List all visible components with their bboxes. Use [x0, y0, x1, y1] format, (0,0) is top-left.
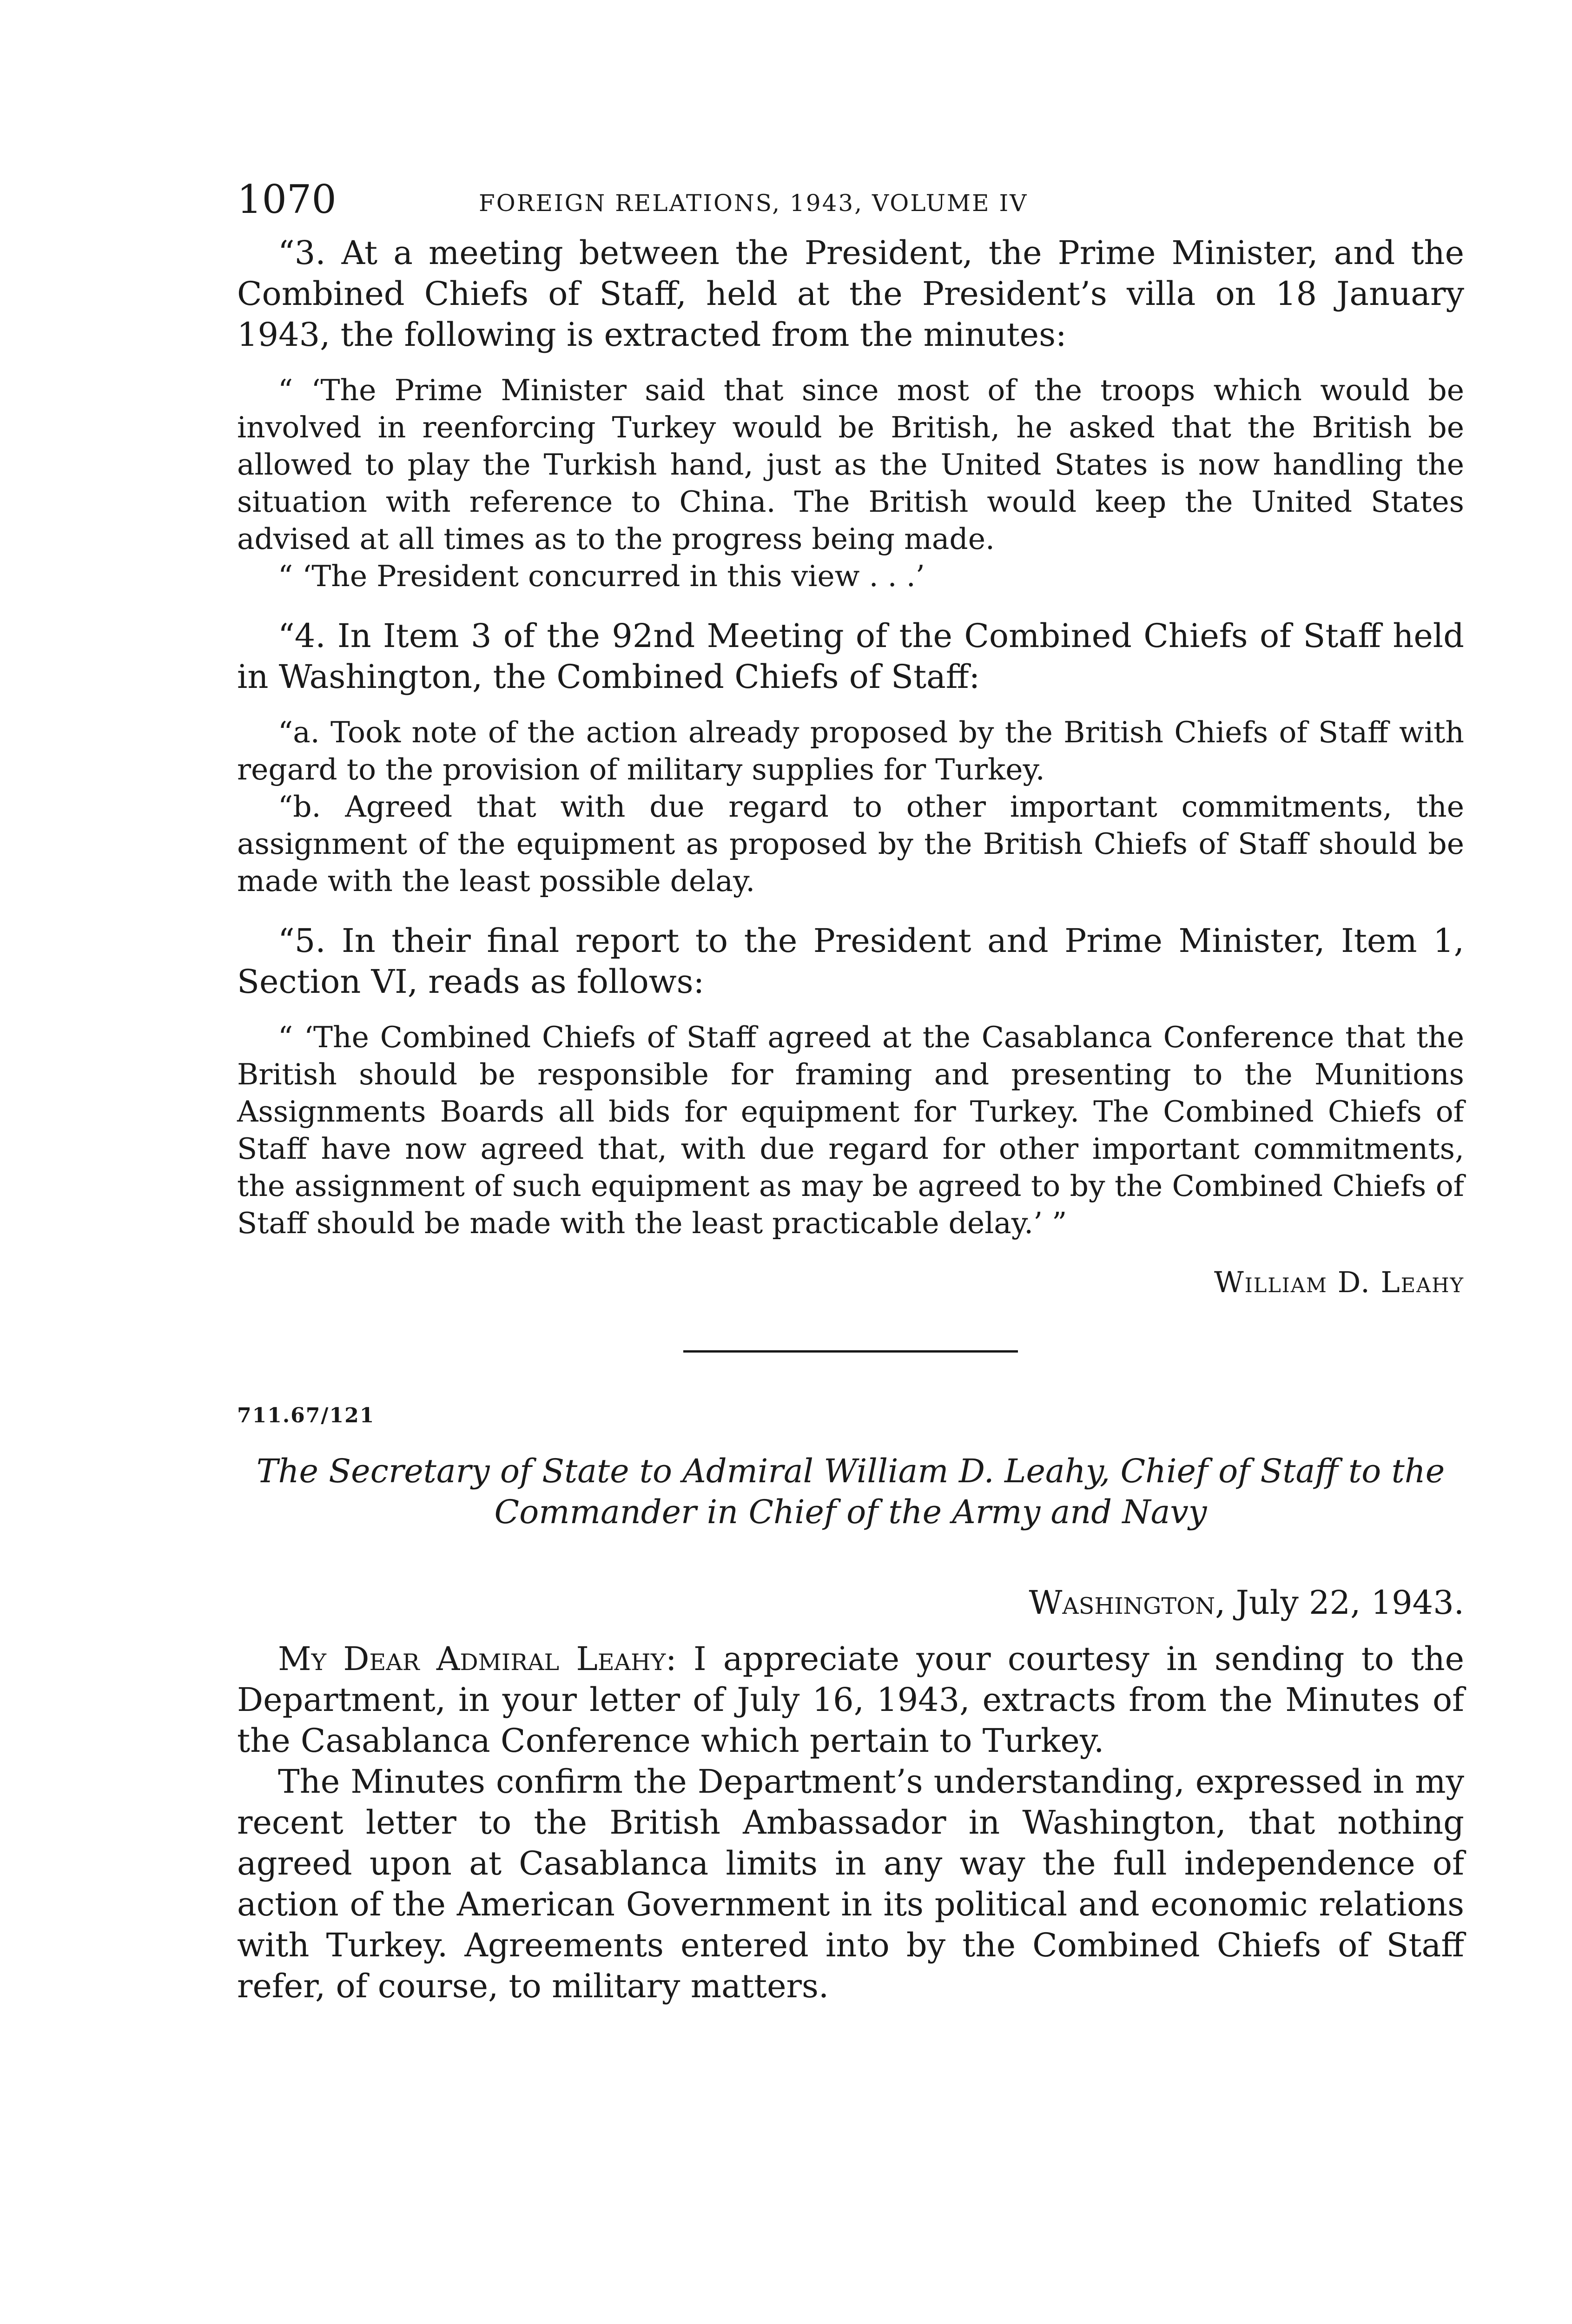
paragraph-4: “4. In Item 3 of the 92nd Meeting of the Combined Chiefs of Staff held in Washington, the Combined Chiefs of Staff:: [237, 617, 1464, 696]
quote-final-report: “ ‘The Combined Chiefs of Staff agreed at the Casablanca Conference that the British should be responsible for framing and presenting to the Munitions Assignments Boards all bids for equipment for Turkey. The Combined Chiefs of Staff have now agreed that, with due regard for other important commitments, the assignment of such equipment as may be agreed to by the Combined Chiefs of Staff should be made with the least practicable delay.’ ”: [237, 1020, 1464, 1240]
quote-president: “ ‘The President concurred in this view . . .’: [278, 559, 925, 593]
quote-prime-minister: “ ‘The Prime Minister said that since most of the troops which would be involved in reenforcing Turkey would be British, he asked that the British be allowed to play the Turkish hand, just as the United States is now handling the situation with reference to China. The British would keep the United States advised at all times as to the progress being made.: [237, 373, 1464, 556]
signature-leahy: William D. Leahy: [1214, 1265, 1464, 1299]
letter-paragraph-2: The Minutes confirm the Department’s understanding, expressed in my recent letter to the British Ambassador in Washington, that nothing agreed upon at Casablanca limits in any way the full independence of action of the American Government in its political and economic relations with Turkey. Agreements entered into by the Combined Chiefs of Staff refer, of course, to military matters.: [237, 1763, 1464, 2005]
salutation: My Dear Admiral Leahy:: [278, 1640, 677, 1678]
paragraph-5: “5. In their final report to the President and Prime Minister, Item 1, Section VI, reads as follows:: [237, 922, 1464, 1001]
dateline-date: July 22, 1943.: [1225, 1584, 1464, 1622]
letter-paragraph-1-text: I appreciate your courtesy in sending to the Department, in your letter of July 16, 1943, extracts from the Minutes of the Casablanca Conference which pertain to Turkey.: [237, 1640, 1464, 1760]
letter-paragraph-1: [237, 1638, 1464, 1761]
page-number: 1070: [237, 177, 337, 222]
dateline: [237, 1584, 1464, 1622]
dateline-place: Washington,: [1029, 1584, 1226, 1622]
document-title: The Secretary of State to Admiral William D. Leahy, Chief of Staff to the Commander in Chief of the Army and Navy: [256, 1452, 1445, 1531]
document-page: [237, 177, 1464, 2007]
section-divider: [683, 1350, 1018, 1353]
page-header: [237, 177, 1464, 232]
running-head: FOREIGN RELATIONS, 1943, VOLUME IV: [479, 190, 1028, 217]
item-b: “b. Agreed that with due regard to other important commitments, the assignment of the equipment as proposed by the British Chiefs of Staff should be made with the least possible delay.: [237, 790, 1464, 898]
paragraph-3: “3. At a meeting between the President, the Prime Minister, and the Combined Chiefs of Staff, held at the President’s villa on 18 January 1943, the following is extracted from the minutes:: [237, 234, 1464, 354]
item-a: “a. Took note of the action already proposed by the British Chiefs of Staff with regard to the provision of military supplies for Turkey.: [237, 715, 1464, 786]
file-number: 711.67/121: [237, 1404, 375, 1427]
